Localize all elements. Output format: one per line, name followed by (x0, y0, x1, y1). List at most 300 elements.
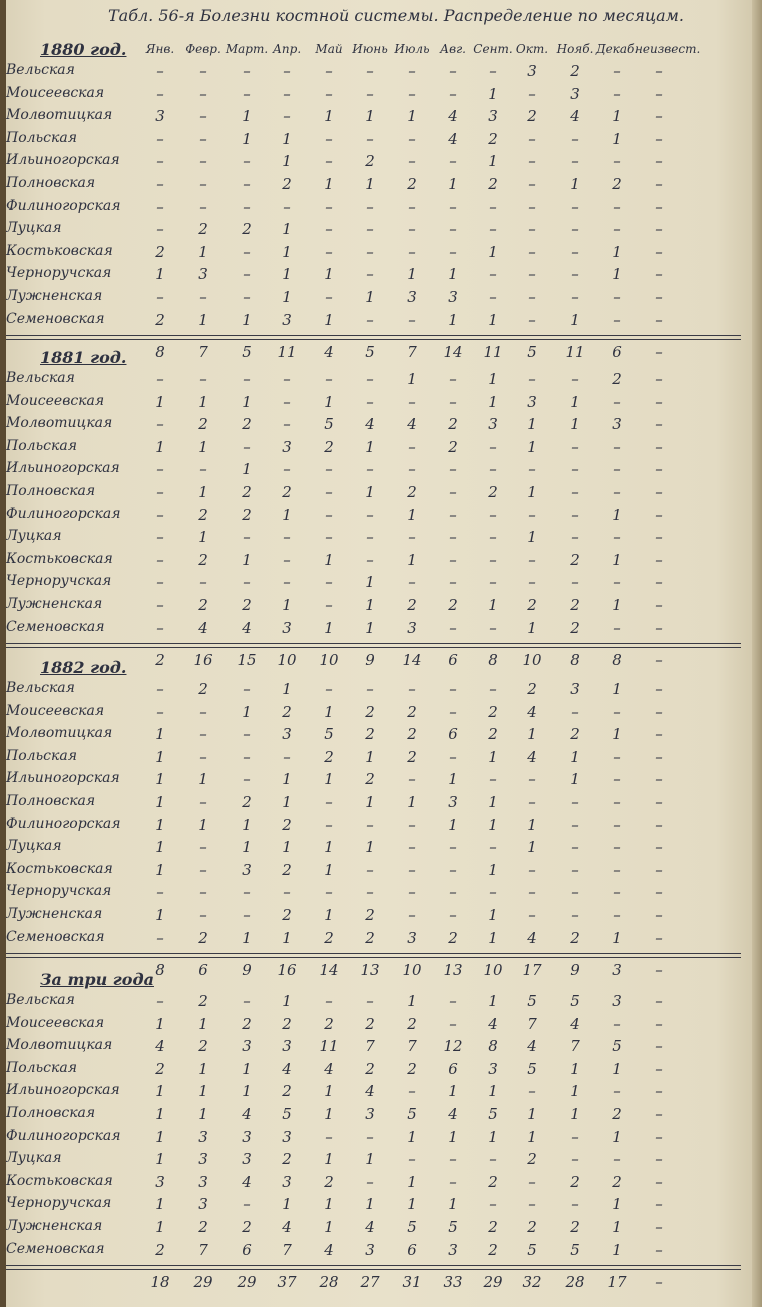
district-name: Черноручская (6, 1195, 112, 1212)
table-cell: 2 (407, 702, 417, 721)
table-cell: – (655, 1082, 663, 1101)
table-cell: 1 (282, 152, 292, 171)
table-cell: – (613, 437, 621, 456)
table-row (0, 838, 762, 860)
table-cell: 1 (488, 596, 498, 614)
table-cell: 5 (282, 1105, 292, 1123)
table-cell: 2 (198, 1218, 208, 1236)
table-cell: 2 (282, 815, 292, 834)
table-row (0, 793, 762, 815)
table-cell: 1 (612, 1127, 622, 1146)
table-cell: – (366, 392, 374, 411)
table-cell: 1 (198, 1014, 208, 1033)
table-row (0, 528, 762, 550)
table-cell: 2 (488, 1240, 498, 1259)
table-cell: 2 (448, 596, 458, 614)
table-cell: 1 (407, 1172, 417, 1191)
table-cell: – (449, 1150, 457, 1169)
district-name: Черноручская (6, 573, 112, 590)
table-cell: – (408, 392, 416, 411)
table-cell: – (489, 528, 497, 547)
table-cell: 3 (488, 415, 498, 434)
table-cell: 1 (365, 483, 375, 501)
month-header: Май (315, 42, 343, 56)
table-cell: 2 (282, 1014, 292, 1033)
table-cell: 1 (612, 1218, 622, 1236)
table-cell: 3 (282, 1037, 292, 1056)
table-cell: – (613, 883, 621, 902)
table-cell: – (199, 288, 207, 306)
table-cell: 2 (242, 1218, 252, 1236)
table-row (0, 1082, 762, 1104)
table-cell: – (655, 550, 663, 569)
table-cell: 1 (242, 1082, 252, 1101)
total-cell: 2 (155, 651, 165, 670)
table-cell: – (528, 129, 536, 148)
table-cell: 2 (324, 437, 334, 456)
total-cell: 8 (155, 343, 165, 362)
total-cell: – (655, 1273, 663, 1292)
month-header: Нояб. (556, 42, 594, 56)
table-cell: 5 (324, 725, 334, 744)
table-cell: – (243, 747, 251, 766)
table-cell: 2 (155, 1059, 165, 1078)
table-row (0, 460, 762, 482)
table-cell: – (283, 528, 291, 547)
table-cell: 2 (612, 370, 622, 388)
table-cell: – (199, 860, 207, 879)
table-cell: 5 (488, 1105, 498, 1123)
table-cell: – (243, 1195, 251, 1214)
table-cell: – (655, 370, 663, 388)
section-title: 1882 год. (40, 658, 127, 677)
table-cell: – (156, 129, 164, 148)
table-cell: – (655, 992, 663, 1010)
table-cell: – (528, 220, 536, 239)
table-cell: 2 (155, 310, 165, 329)
table-cell: 2 (407, 747, 417, 766)
table-cell: – (449, 370, 457, 388)
table-cell: – (408, 528, 416, 547)
table-row (0, 1060, 762, 1082)
table-cell: 1 (527, 415, 537, 434)
table-cell: – (325, 84, 333, 103)
district-name: Лужненская (6, 906, 103, 922)
district-name: Луцкая (6, 528, 62, 545)
table-cell: – (366, 220, 374, 239)
table-cell: 1 (155, 906, 165, 924)
total-cell: 5 (365, 343, 375, 362)
table-cell: – (613, 310, 621, 329)
total-cell: 29 (193, 1273, 213, 1292)
table-cell: 2 (365, 702, 375, 721)
total-cell: 14 (443, 343, 463, 362)
table-cell: – (408, 310, 416, 329)
total-cell: 9 (570, 961, 580, 980)
table-row (0, 107, 762, 129)
table-cell: – (571, 460, 579, 479)
table-cell: – (449, 242, 457, 261)
table-cell: – (655, 702, 663, 721)
table-cell: 1 (155, 725, 165, 744)
total-cell: 6 (448, 651, 458, 670)
table-cell: 1 (527, 725, 537, 744)
table-cell: – (571, 906, 579, 924)
table-cell: – (325, 883, 333, 902)
table-cell: 3 (242, 1150, 252, 1169)
table-cell: – (283, 84, 291, 103)
table-cell: 1 (488, 84, 498, 103)
table-cell: 1 (365, 618, 375, 637)
table-cell: – (325, 596, 333, 614)
total-cell: – (655, 961, 663, 980)
table-cell: – (408, 860, 416, 879)
table-cell: – (655, 883, 663, 902)
table-cell: 1 (324, 838, 334, 857)
table-cell: – (571, 573, 579, 592)
table-cell: 1 (324, 1218, 334, 1236)
month-header: Авг. (440, 42, 466, 56)
table-cell: – (325, 288, 333, 306)
table-cell: – (408, 437, 416, 456)
section-title: За три года (40, 970, 154, 989)
table-cell: 5 (407, 1218, 417, 1236)
table-cell: 2 (324, 747, 334, 766)
table-cell: – (156, 702, 164, 721)
district-name: Вельская (6, 370, 75, 386)
table-cell: – (243, 288, 251, 306)
table-cell: – (449, 197, 457, 216)
table-cell: 1 (155, 1127, 165, 1146)
table-cell: – (528, 84, 536, 103)
total-divider (6, 643, 741, 648)
table-cell: – (366, 680, 374, 698)
table-cell: 1 (612, 596, 622, 614)
district-name: Вельская (6, 992, 75, 1008)
table-cell: – (528, 370, 536, 388)
table-cell: – (283, 883, 291, 902)
table-cell: 1 (282, 129, 292, 148)
table-cell: – (613, 618, 621, 637)
table-cell: – (571, 370, 579, 388)
table-cell: 2 (488, 1172, 498, 1191)
table-cell: – (655, 483, 663, 501)
table-cell: – (156, 618, 164, 637)
table-cell: – (408, 1082, 416, 1101)
table-cell: – (655, 1150, 663, 1169)
table-cell: 3 (488, 1059, 498, 1078)
table-cell: 1 (407, 107, 417, 126)
table-cell: – (655, 1218, 663, 1236)
table-cell: 1 (282, 288, 292, 306)
table-cell: 2 (198, 928, 208, 947)
total-cell: 28 (319, 1273, 339, 1292)
total-cell: 14 (402, 651, 422, 670)
table-cell: 1 (407, 1195, 417, 1214)
table-cell: 2 (570, 928, 580, 947)
table-cell: – (243, 265, 251, 284)
table-cell: – (489, 680, 497, 698)
total-cell: 8 (155, 961, 165, 980)
table-cell: – (325, 1127, 333, 1146)
total-cell: 6 (612, 343, 622, 362)
table-cell: – (655, 152, 663, 171)
table-cell: – (571, 815, 579, 834)
table-cell: 2 (527, 1218, 537, 1236)
table-cell: 1 (198, 815, 208, 834)
table-cell: – (408, 62, 416, 80)
table-cell: 2 (365, 1059, 375, 1078)
table-cell: – (156, 220, 164, 239)
table-cell: – (199, 460, 207, 479)
table-cell: – (156, 550, 164, 569)
table-cell: 2 (198, 680, 208, 698)
district-name: Полновская (6, 793, 96, 809)
table-cell: 2 (527, 596, 537, 614)
table-cell: – (613, 528, 621, 547)
table-cell: – (156, 175, 164, 193)
table-cell: 2 (527, 1150, 537, 1169)
table-cell: 2 (488, 725, 498, 744)
table-cell: – (571, 528, 579, 547)
table-row (0, 816, 762, 838)
table-cell: 3 (282, 725, 292, 744)
table-cell: – (408, 680, 416, 698)
table-cell: – (489, 618, 497, 637)
table-cell: – (613, 747, 621, 766)
table-cell: 4 (527, 1037, 537, 1056)
table-cell: 1 (282, 793, 292, 811)
table-cell: – (449, 573, 457, 592)
table-cell: 2 (365, 770, 375, 789)
table-row (0, 619, 762, 641)
table-cell: – (655, 220, 663, 239)
total-cell: 16 (193, 651, 213, 670)
table-cell: – (449, 883, 457, 902)
table-cell: 1 (155, 1014, 165, 1033)
table-cell: – (325, 528, 333, 547)
table-cell: – (156, 460, 164, 479)
table-cell: – (489, 573, 497, 592)
table-cell: – (449, 906, 457, 924)
district-name: Польская (6, 437, 77, 454)
table-row (0, 883, 762, 905)
table-cell: – (366, 129, 374, 148)
table-row (0, 906, 762, 928)
table-cell: 4 (527, 747, 537, 766)
table-cell: – (156, 505, 164, 524)
table-cell: – (655, 770, 663, 789)
table-row (0, 1195, 762, 1217)
table-row (0, 506, 762, 528)
table-cell: – (528, 505, 536, 524)
table-cell: 2 (365, 1014, 375, 1033)
table-cell: 3 (407, 618, 417, 637)
table-cell: – (489, 505, 497, 524)
table-cell: 2 (282, 860, 292, 879)
table-cell: – (156, 992, 164, 1010)
table-cell: 1 (282, 220, 292, 239)
table-cell: 2 (488, 483, 498, 501)
district-name: Моисеевская (6, 1014, 105, 1031)
table-cell: – (408, 242, 416, 261)
table-cell: – (655, 265, 663, 284)
table-cell: 1 (324, 310, 334, 329)
table-cell: 1 (612, 550, 622, 569)
district-name: Костьковская (6, 1172, 113, 1189)
table-cell: – (156, 680, 164, 698)
table-cell: 4 (407, 415, 417, 434)
table-cell: – (571, 1127, 579, 1146)
table-row (0, 311, 762, 333)
table-cell: – (449, 483, 457, 501)
table-cell: – (613, 1082, 621, 1101)
table-cell: 3 (570, 680, 580, 698)
table-cell: – (613, 288, 621, 306)
table-cell: 2 (242, 483, 252, 501)
table-cell: 2 (155, 1240, 165, 1259)
table-cell: – (243, 437, 251, 456)
district-name: Вельская (6, 62, 75, 78)
table-row (0, 770, 762, 792)
table-cell: – (283, 747, 291, 766)
table-cell: 2 (488, 129, 498, 148)
table-cell: – (199, 838, 207, 857)
table-cell: 3 (448, 288, 458, 306)
table-cell: – (528, 770, 536, 789)
table-cell: 1 (488, 392, 498, 411)
district-name: Семеновская (6, 310, 105, 327)
table-cell: 1 (488, 906, 498, 924)
table-row (0, 703, 762, 725)
table-cell: – (613, 152, 621, 171)
total-cell: 7 (198, 343, 208, 362)
table-cell: – (528, 793, 536, 811)
table-cell: – (489, 1150, 497, 1169)
table-cell: 1 (282, 265, 292, 284)
table-cell: 1 (612, 1195, 622, 1214)
table-cell: 2 (407, 596, 417, 614)
table-cell: 4 (242, 618, 252, 637)
total-cell: 8 (488, 651, 498, 670)
table-cell: – (655, 1105, 663, 1123)
table-cell: – (613, 84, 621, 103)
table-cell: 1 (155, 838, 165, 857)
table-cell: 2 (365, 928, 375, 947)
table-cell: – (489, 62, 497, 80)
table-cell: 2 (570, 550, 580, 569)
table-cell: 3 (488, 107, 498, 126)
table-cell: – (528, 197, 536, 216)
total-cell: 10 (402, 961, 422, 980)
table-cell: – (655, 725, 663, 744)
total-cell: 11 (277, 343, 297, 362)
table-cell: 3 (282, 1172, 292, 1191)
table-row (0, 198, 762, 220)
table-cell: – (243, 906, 251, 924)
table-cell: 1 (448, 265, 458, 284)
table-cell: – (243, 152, 251, 171)
table-cell: 2 (570, 1172, 580, 1191)
district-name: Полновская (6, 1105, 96, 1121)
table-cell: 1 (155, 392, 165, 411)
table-cell: – (655, 838, 663, 857)
table-cell: – (366, 505, 374, 524)
table-cell: 2 (324, 1172, 334, 1191)
table-cell: 7 (198, 1240, 208, 1259)
district-name: Молвотицкая (6, 1037, 113, 1054)
table-cell: – (156, 928, 164, 947)
table-cell: – (528, 460, 536, 479)
table-cell: – (408, 129, 416, 148)
table-cell: – (528, 265, 536, 284)
table-row (0, 1105, 762, 1127)
table-cell: 1 (488, 815, 498, 834)
total-cell: 17 (522, 961, 542, 980)
district-name: Лужненская (6, 288, 103, 304)
total-cell: 10 (522, 651, 542, 670)
table-cell: – (449, 680, 457, 698)
table-cell: – (449, 528, 457, 547)
table-row (0, 85, 762, 107)
table-cell: – (655, 860, 663, 879)
table-cell: – (408, 815, 416, 834)
table-cell: 3 (527, 392, 537, 411)
table-cell: – (528, 175, 536, 193)
table-cell: – (366, 1172, 374, 1191)
table-cell: – (489, 838, 497, 857)
table-cell: 4 (570, 107, 580, 126)
table-cell: – (613, 793, 621, 811)
table-cell: 4 (365, 1082, 375, 1101)
month-header: Декаб. (595, 42, 639, 56)
table-cell: – (449, 460, 457, 479)
table-cell: – (449, 1172, 457, 1191)
table-cell: – (528, 906, 536, 924)
table-cell: – (243, 197, 251, 216)
table-cell: 1 (155, 437, 165, 456)
table-cell: 1 (407, 265, 417, 284)
table-cell: – (613, 62, 621, 80)
table-cell: – (408, 460, 416, 479)
table-cell: – (199, 107, 207, 126)
district-name: Польская (6, 1059, 77, 1076)
table-cell: 3 (198, 1127, 208, 1146)
table-cell: – (156, 84, 164, 103)
table-cell: – (366, 860, 374, 879)
table-cell: 1 (155, 1218, 165, 1236)
district-name: Филиногорская (6, 505, 121, 522)
table-cell: 1 (155, 1150, 165, 1169)
table-cell: – (655, 573, 663, 592)
table-cell: – (571, 437, 579, 456)
table-cell: 2 (282, 1082, 292, 1101)
total-cell: 29 (237, 1273, 257, 1292)
table-cell: 1 (324, 265, 334, 284)
month-header: Янв. (145, 42, 175, 56)
totals-row (0, 1273, 762, 1295)
table-cell: – (283, 197, 291, 216)
table-cell: 4 (488, 1014, 498, 1033)
table-cell: – (655, 460, 663, 479)
table-cell: 1 (198, 483, 208, 501)
table-cell: 6 (448, 1059, 458, 1078)
table-cell: – (655, 528, 663, 547)
table-cell: 1 (242, 107, 252, 126)
table-cell: – (655, 596, 663, 614)
table-row (0, 243, 762, 265)
table-cell: 4 (448, 1105, 458, 1123)
